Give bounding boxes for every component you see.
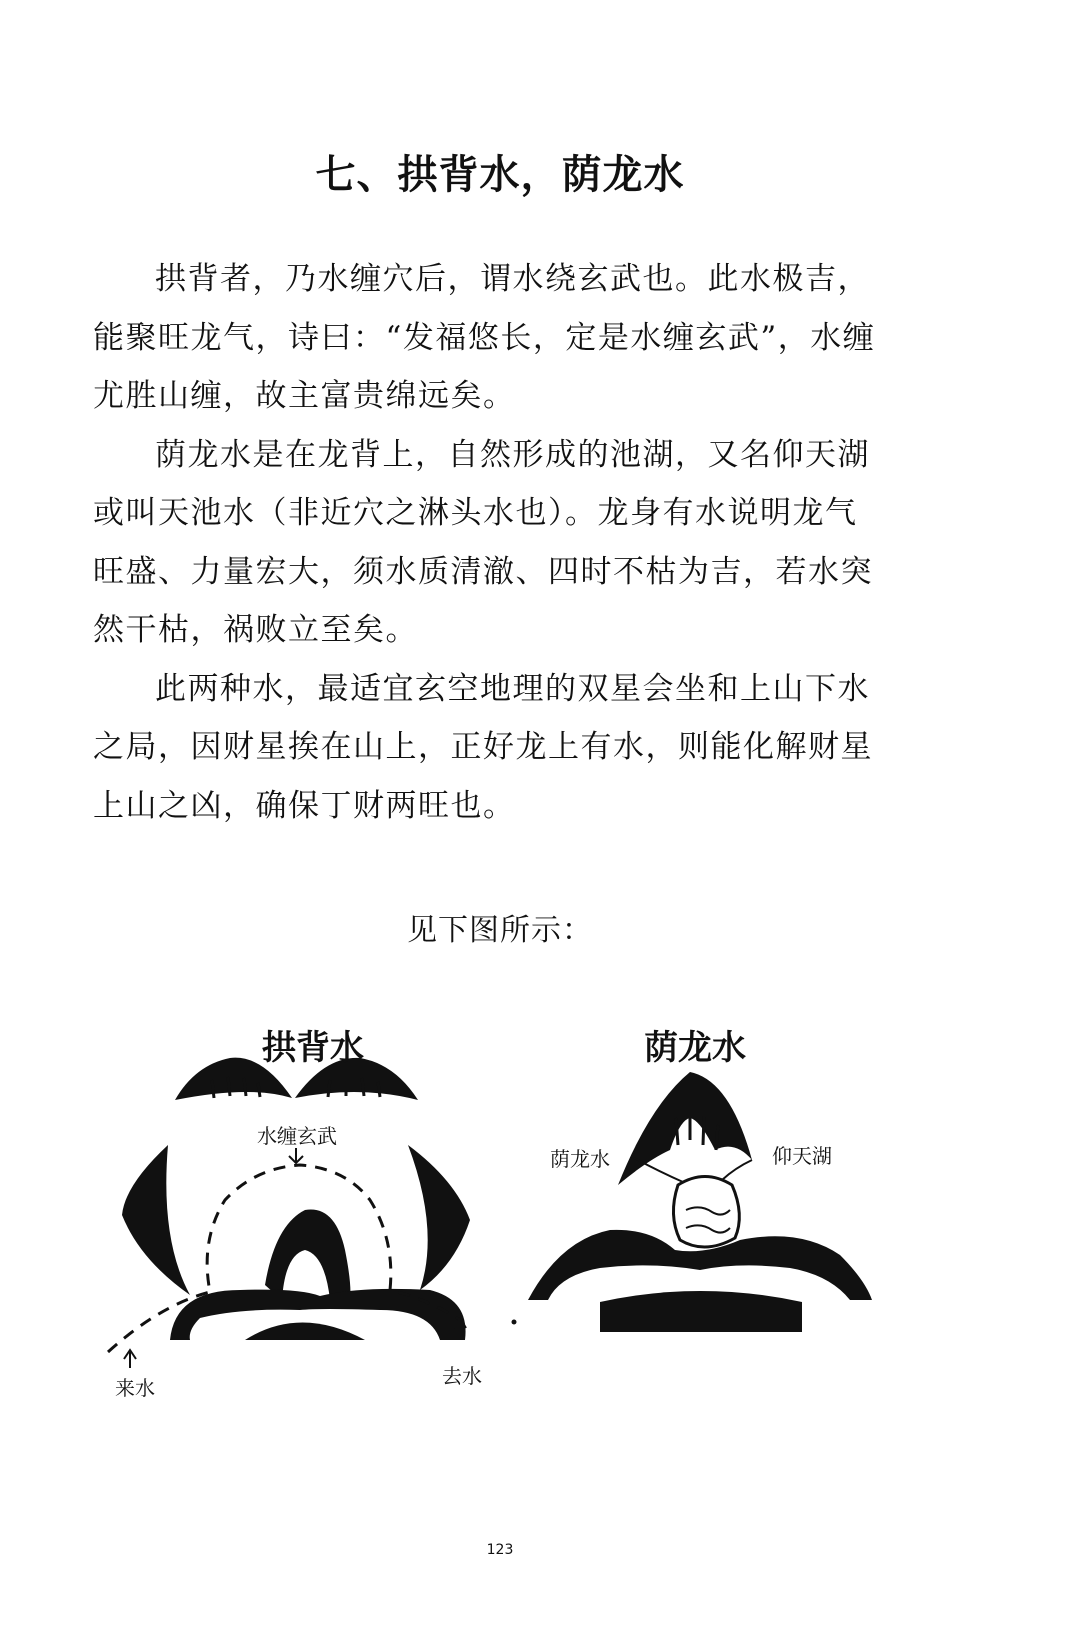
label-inflow: 来水 [115,1376,155,1400]
paragraph-3: 此两种水，最适宜玄空地理的双星会坐和上山下水之局，因财星挨在山上，正好龙上有水，则能化解财星上山之凶，确保丁财两旺也。 [93,670,873,824]
inflow-arrow [124,1350,136,1368]
label-yinlong-water: 荫龙水 [550,1147,610,1171]
figure-intro: 见下图所示： [407,913,593,948]
label-arrow-top [289,1148,303,1163]
label-sky-lake: 仰天湖 [772,1144,832,1168]
base-block [600,1302,802,1332]
figure-left-title: 拱背水 [262,1028,364,1068]
left-side-mountain [122,1145,190,1295]
label-water-around-xuanwu: 水缠玄武 [257,1124,337,1148]
label-outflow: 去水 [442,1364,482,1388]
page-title: 七、拱背水，荫龙水 [315,152,685,198]
central-peak [618,1072,752,1185]
paragraph-2: 荫龙水是在龙背上，自然形成的池湖，又名仰天湖或叫天池水（非近穴之淋头水也）。龙身有水说明龙气旺盛、力量宏大，须水质清澈、四时不枯为吉，若水突然干枯，祸败立至矣。 [93,436,873,648]
figure-right-title: 荫龙水 [644,1028,746,1068]
base-arc [600,1291,802,1302]
page-number: 123 [486,1542,514,1558]
central-mound [265,1210,350,1301]
yinlong-diagram [512,1072,873,1332]
acupoint-arc [245,1323,365,1341]
right-side-mountain [408,1145,470,1290]
leader-line-left [634,1158,683,1182]
paragraph-1: 拱背者，乃水缠穴后，谓水绕玄武也。此水极吉，能聚旺龙气，诗曰：“发福悠长，定是水缠玄武”，水缠尤胜山缠，故主富贵绵远矣。 [93,261,876,414]
leader-line-right [722,1160,752,1180]
gongbei-diagram [108,1058,470,1368]
